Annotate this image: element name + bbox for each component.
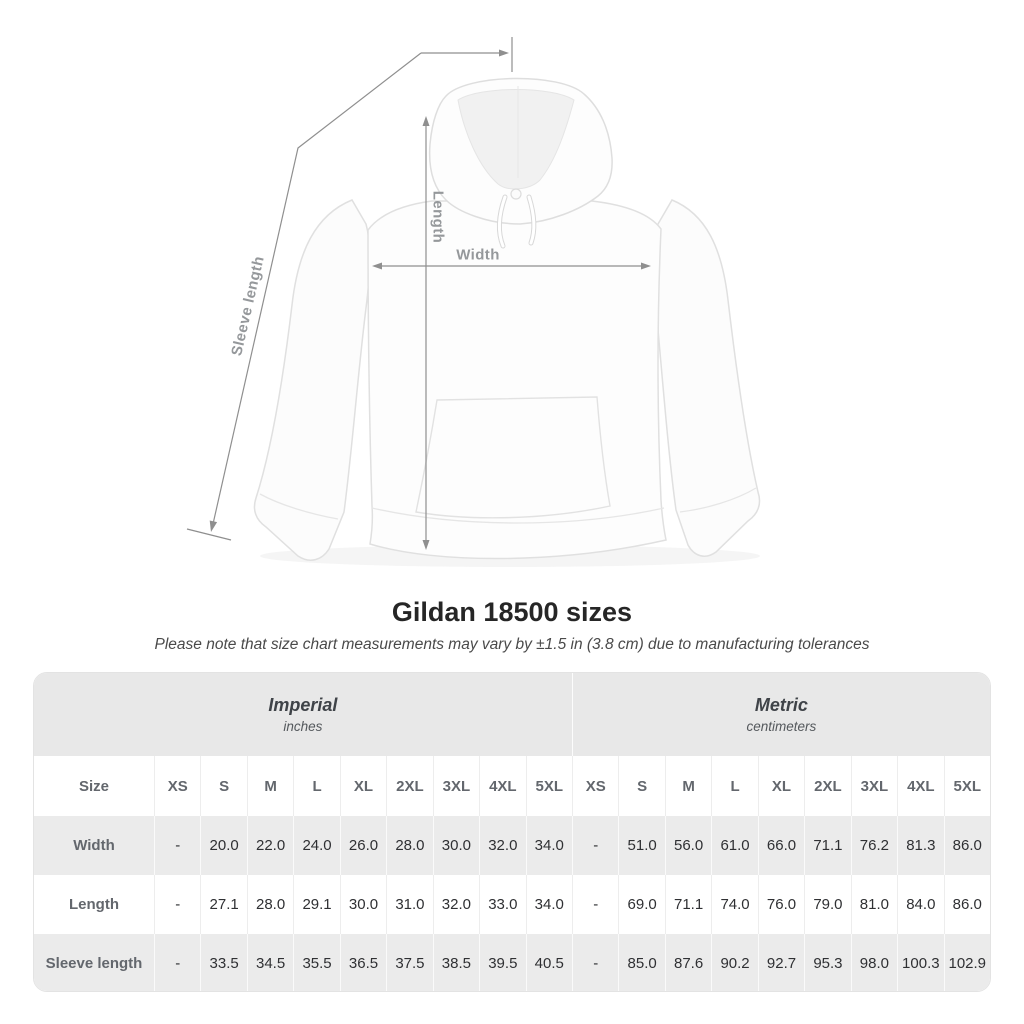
size-col-header: 4XL bbox=[897, 756, 943, 816]
value-cell: 32.0 bbox=[433, 875, 479, 934]
value-cell: 36.5 bbox=[340, 934, 386, 992]
page-subtitle: Please note that size chart measurements may vary by ±1.5 in (3.8 cm) due to manufacturing tolerances bbox=[154, 636, 870, 653]
size-col-header: XL bbox=[758, 756, 804, 816]
value-cell: - bbox=[572, 875, 618, 934]
value-cell: 102.9 bbox=[944, 934, 990, 992]
page-title: Gildan 18500 sizes bbox=[391, 597, 633, 627]
value-cell: 33.5 bbox=[200, 934, 246, 992]
value-cell: - bbox=[154, 875, 200, 934]
row-label: Sleeve length bbox=[45, 955, 143, 972]
value-cell: 26.0 bbox=[340, 816, 386, 875]
value-cell: 90.2 bbox=[711, 934, 757, 992]
value-cell: 30.0 bbox=[433, 816, 479, 875]
row-label: Width bbox=[73, 837, 115, 854]
row-label: Length bbox=[69, 896, 119, 913]
unit-band bbox=[34, 673, 990, 756]
value-cell: 66.0 bbox=[758, 816, 804, 875]
value-cell: 79.0 bbox=[804, 875, 850, 934]
size-col-header: 2XL bbox=[804, 756, 850, 816]
value-cell: 30.0 bbox=[340, 875, 386, 934]
value-cell: 39.5 bbox=[479, 934, 525, 992]
value-cell: 92.7 bbox=[758, 934, 804, 992]
value-cell: 71.1 bbox=[804, 816, 850, 875]
value-cell: 87.6 bbox=[665, 934, 711, 992]
unit-group-unit: inches bbox=[283, 719, 323, 734]
size-col-header: 5XL bbox=[944, 756, 990, 816]
unit-group-imperial bbox=[34, 673, 572, 756]
value-cell: 34.5 bbox=[247, 934, 293, 992]
value-cell: 22.0 bbox=[247, 816, 293, 875]
value-cell: 38.5 bbox=[433, 934, 479, 992]
unit-group-title: Imperial bbox=[268, 695, 338, 715]
value-cell: - bbox=[154, 816, 200, 875]
value-cell: 86.0 bbox=[944, 816, 990, 875]
size-col-header: 3XL bbox=[851, 756, 897, 816]
value-cell: 100.3 bbox=[897, 934, 943, 992]
value-cell: 20.0 bbox=[200, 816, 246, 875]
value-cell: 34.0 bbox=[526, 816, 572, 875]
size-col-header: 3XL bbox=[433, 756, 479, 816]
value-cell: 28.0 bbox=[386, 816, 432, 875]
size-col-header: XS bbox=[154, 756, 200, 816]
size-col-header: L bbox=[293, 756, 339, 816]
value-cell: - bbox=[572, 934, 618, 992]
value-cell: 32.0 bbox=[479, 816, 525, 875]
value-cell: 69.0 bbox=[618, 875, 664, 934]
value-cell: 74.0 bbox=[711, 875, 757, 934]
size-col-header: S bbox=[618, 756, 664, 816]
value-cell: 29.1 bbox=[293, 875, 339, 934]
value-cell: 34.0 bbox=[526, 875, 572, 934]
table-row bbox=[34, 816, 990, 875]
value-cell: 95.3 bbox=[804, 934, 850, 992]
value-cell: 81.3 bbox=[897, 816, 943, 875]
value-cell: - bbox=[154, 934, 200, 992]
size-col-header: L bbox=[711, 756, 757, 816]
value-cell: 37.5 bbox=[386, 934, 432, 992]
value-cell: 61.0 bbox=[711, 816, 757, 875]
table-row bbox=[34, 934, 990, 992]
size-col-header: M bbox=[247, 756, 293, 816]
value-cell: - bbox=[572, 816, 618, 875]
value-cell: 76.2 bbox=[851, 816, 897, 875]
size-header-row bbox=[34, 756, 990, 816]
value-cell: 76.0 bbox=[758, 875, 804, 934]
size-col-header: 4XL bbox=[479, 756, 525, 816]
value-cell: 98.0 bbox=[851, 934, 897, 992]
width-label: Width bbox=[456, 246, 500, 264]
size-col-header: S bbox=[200, 756, 246, 816]
length-label: Length bbox=[429, 190, 447, 244]
size-col-header: XS bbox=[572, 756, 618, 816]
size-col-header: 5XL bbox=[526, 756, 572, 816]
value-cell: 71.1 bbox=[665, 875, 711, 934]
size-col-header: XL bbox=[340, 756, 386, 816]
unit-group-metric bbox=[572, 673, 990, 756]
value-cell: 28.0 bbox=[247, 875, 293, 934]
table-body bbox=[34, 816, 990, 992]
value-cell: 31.0 bbox=[386, 875, 432, 934]
value-cell: 24.0 bbox=[293, 816, 339, 875]
value-cell: 33.0 bbox=[479, 875, 525, 934]
value-cell: 51.0 bbox=[618, 816, 664, 875]
value-cell: 56.0 bbox=[665, 816, 711, 875]
value-cell: 27.1 bbox=[200, 875, 246, 934]
unit-group-title: Metric bbox=[754, 695, 808, 715]
size-header-cell: Size bbox=[78, 777, 109, 795]
kangaroo-pocket bbox=[416, 397, 610, 518]
value-cell: 35.5 bbox=[293, 934, 339, 992]
size-col-header: 2XL bbox=[386, 756, 432, 816]
size-chart-table bbox=[33, 672, 991, 992]
sleeve-length-label: Sleeve length bbox=[228, 254, 268, 358]
value-cell: 84.0 bbox=[897, 875, 943, 934]
value-cell: 85.0 bbox=[618, 934, 664, 992]
size-col-header: M bbox=[665, 756, 711, 816]
unit-group-unit: centimeters bbox=[746, 719, 817, 734]
value-cell: 81.0 bbox=[851, 875, 897, 934]
value-cell: 40.5 bbox=[526, 934, 572, 992]
sleeve-bottom-tick bbox=[187, 529, 231, 540]
value-cell: 86.0 bbox=[944, 875, 990, 934]
table-row bbox=[34, 875, 990, 934]
